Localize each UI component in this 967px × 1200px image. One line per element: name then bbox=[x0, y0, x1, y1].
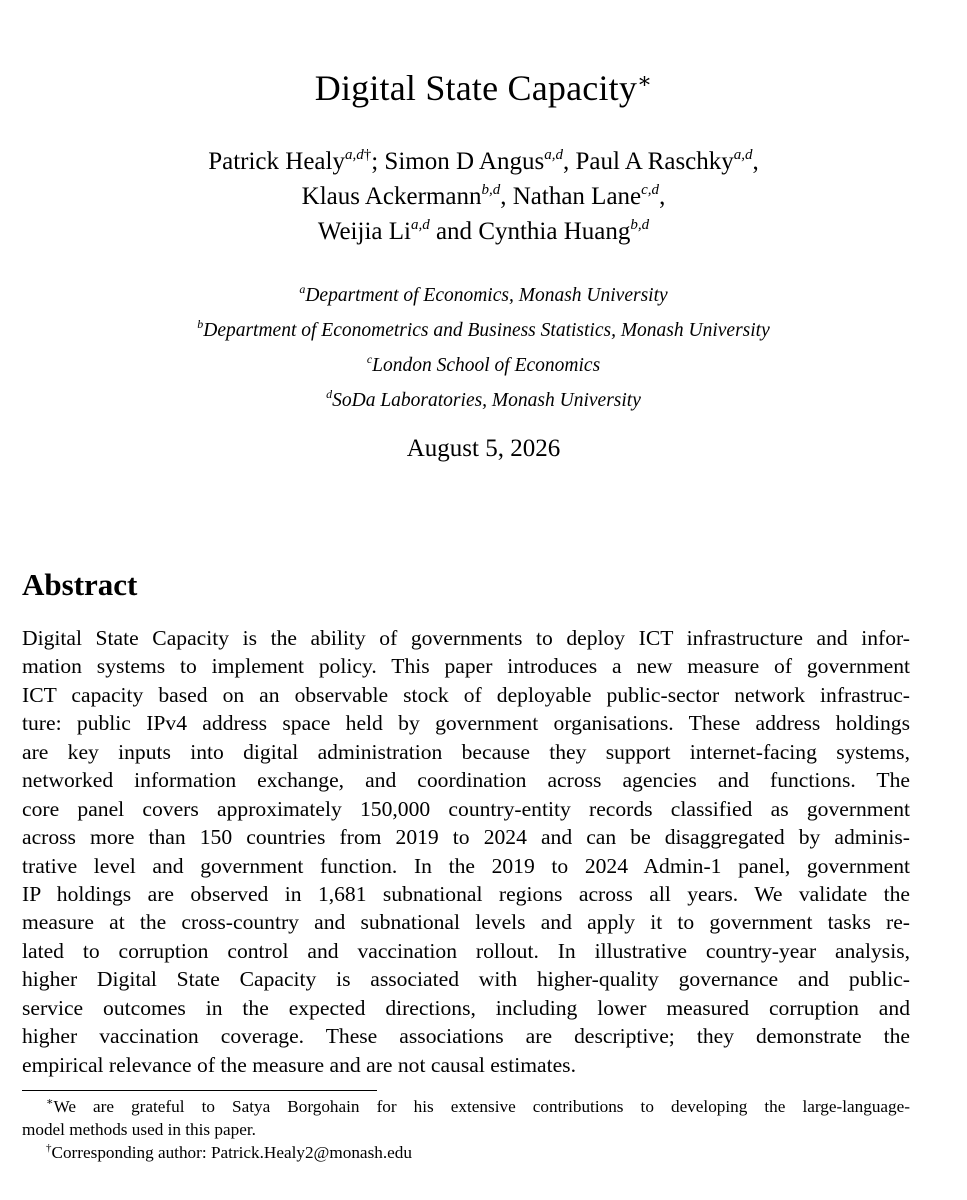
author-name: Klaus Ackermann bbox=[301, 183, 482, 210]
abstract-line: networked information exchange, and coordination across agencies and functions. The bbox=[22, 768, 910, 793]
affiliation bbox=[0, 348, 967, 383]
author-affiliation-marker: a,d bbox=[733, 147, 753, 163]
author-separator: , bbox=[500, 183, 513, 210]
affiliation-text: SoDa Laboratories, Monash University bbox=[332, 390, 641, 411]
author-name: Cynthia Huang bbox=[478, 218, 631, 245]
abstract-line: lated to corruption control and vaccination rollout. In illustrative country-year analysis, bbox=[22, 938, 910, 963]
author-separator: , bbox=[562, 148, 576, 175]
corresponding-author-marker: † bbox=[363, 147, 372, 163]
affiliation-text: Department of Econometrics and Business Statistics, Monash University bbox=[203, 320, 770, 341]
author-name: Weijia Li bbox=[317, 218, 411, 245]
author-affiliation-marker: c,d bbox=[641, 182, 660, 198]
paper-title bbox=[0, 62, 967, 114]
author-affiliation-marker: a,d bbox=[344, 147, 364, 163]
abstract-line: trative level and government function. In the 2019 to 2024 Admin-1 panel, government bbox=[22, 853, 910, 878]
abstract-line: empirical relevance of the measure and are not causal estimates. bbox=[22, 1052, 576, 1077]
publication-date: August 5, 2026 bbox=[406, 435, 561, 462]
abstract-line: across more than 150 countries from 2019 to 2024 and can be disaggregated by adminis- bbox=[22, 825, 910, 850]
author-name: Patrick Healy bbox=[208, 148, 345, 175]
affiliation-marker: a bbox=[299, 282, 306, 296]
footnote-acknowledgement-line: ∗We are grateful to Satya Borgohain for his extensive contributions to developing the large-language- bbox=[46, 1096, 910, 1116]
author-name: Simon D Angus bbox=[384, 148, 545, 175]
abstract-line: measure at the cross-country and subnational levels and apply it to government tasks re- bbox=[22, 910, 910, 935]
abstract-body bbox=[22, 624, 910, 1079]
affiliation-list bbox=[0, 278, 967, 418]
affiliation bbox=[0, 313, 967, 348]
author-affiliation-marker: a,d bbox=[410, 217, 430, 233]
affiliation-marker: b bbox=[197, 317, 204, 331]
abstract-line: ICT capacity based on an observable stock of deployable public-sector network infrastruc- bbox=[22, 682, 910, 707]
author-separator: , bbox=[659, 183, 666, 210]
author-name: Paul A Raschky bbox=[575, 148, 734, 175]
author-row bbox=[0, 179, 967, 214]
author-affiliation-marker: b,d bbox=[481, 182, 501, 198]
author-affiliation-marker: b,d bbox=[630, 217, 650, 233]
author-list bbox=[0, 144, 967, 249]
footnote-acknowledgement-line: model methods used in this paper. bbox=[22, 1120, 256, 1139]
abstract-line: Digital State Capacity is the ability of governments to deploy ICT infrastructure and infor- bbox=[22, 626, 910, 650]
affiliation-text: London School of Economics bbox=[372, 355, 601, 376]
author-affiliation-marker: a,d bbox=[544, 147, 563, 163]
author-row bbox=[0, 144, 967, 179]
affiliation bbox=[0, 278, 967, 313]
abstract-line: ture: public IPv4 address space held by government organisations. These address holdings bbox=[22, 711, 910, 736]
footnote-divider bbox=[22, 1090, 377, 1091]
footnote-marker: ∗ bbox=[46, 1096, 54, 1108]
abstract-line: higher Digital State Capacity is associated with higher-quality governance and public- bbox=[22, 967, 910, 992]
abstract-line: service outcomes in the expected directions, including lower measured corruption and bbox=[22, 995, 910, 1020]
abstract-heading: Abstract bbox=[22, 567, 138, 602]
footnote-marker: † bbox=[46, 1142, 52, 1154]
abstract-line: core panel covers approximately 150,000 country-entity records classified as government bbox=[22, 796, 910, 821]
affiliation-text: Department of Economics, Monash University bbox=[305, 285, 668, 306]
title-footnote-marker: ∗ bbox=[637, 68, 653, 93]
affiliation-marker: d bbox=[326, 387, 333, 401]
author-separator: , bbox=[752, 148, 759, 175]
author-name: Nathan Lane bbox=[512, 183, 642, 210]
affiliation bbox=[0, 383, 967, 418]
affiliation-marker: c bbox=[366, 352, 373, 366]
paper-title-text: Digital State Capacity bbox=[314, 68, 638, 108]
abstract-line: IP holdings are observed in 1,681 subnational regions across all years. We validate the bbox=[22, 881, 910, 906]
abstract-line: higher vaccination coverage. These associations are descriptive; they demonstrate the bbox=[22, 1024, 910, 1049]
author-separator: and bbox=[429, 218, 479, 245]
footnotes bbox=[22, 1095, 910, 1164]
corresponding-author-text: Corresponding author: Patrick.Healy2@monash.edu bbox=[51, 1143, 412, 1162]
abstract-line: mation systems to implement policy. This paper introduces a new measure of government bbox=[22, 654, 910, 679]
footnote-corresponding-author bbox=[22, 1141, 910, 1164]
abstract-line: are key inputs into digital administration because they support internet-facing systems, bbox=[22, 739, 910, 764]
author-separator: ; bbox=[371, 148, 385, 175]
author-row bbox=[0, 214, 967, 249]
